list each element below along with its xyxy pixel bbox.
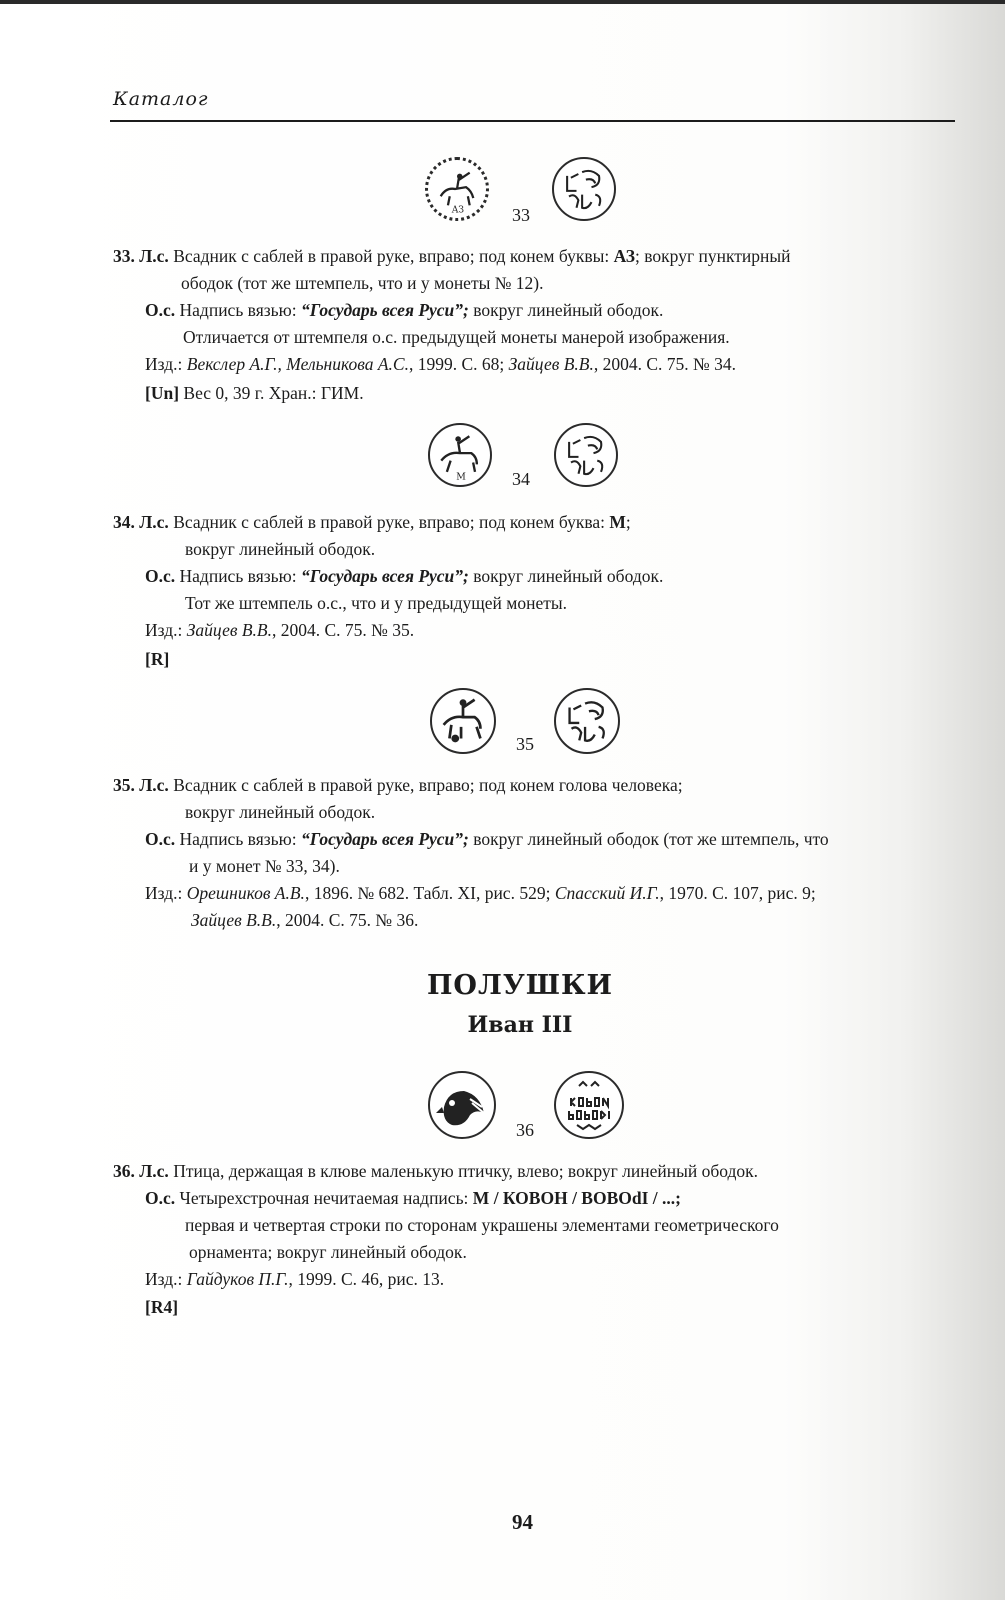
script-inscription-icon	[556, 425, 616, 485]
text-run: первая и четвертая строки по сторонам украшены элементами геометрического	[185, 1215, 779, 1235]
text-run: , 2004. С. 75. № 35.	[271, 620, 415, 640]
text-run: Изд.:	[145, 354, 187, 374]
coin-number: 36	[516, 1120, 534, 1140]
text-run: О.с.	[145, 300, 176, 320]
inscription-icon	[556, 1073, 622, 1137]
text-run: , 2004. С. 75. № 34.	[593, 354, 736, 374]
text-run: Четырехстрочная нечитаемая надпись:	[175, 1188, 473, 1208]
coin-number: 35	[516, 734, 534, 754]
text-run: Всадник с саблей в правой руке, вправо; под конем буквы:	[168, 246, 614, 266]
entry-line	[185, 590, 567, 617]
text-run: Векслер А.Г., Мельникова А.С.	[186, 354, 409, 374]
text-run: Всадник с саблей в правой руке, вправо; под конем буква:	[168, 512, 610, 532]
svg-text:АЗ: АЗ	[451, 205, 465, 216]
entry-line	[181, 270, 544, 297]
text-run: , 1970. С. 107, рис. 9;	[659, 883, 816, 903]
entry-line	[113, 243, 791, 270]
text-run: , 1999. С. 68;	[408, 354, 509, 374]
bird-icon	[430, 1073, 494, 1137]
coin-33-obverse	[425, 157, 489, 221]
rider-icon	[428, 160, 486, 218]
entry-line	[145, 380, 364, 407]
text-run: Изд.:	[145, 1269, 187, 1289]
text-run: Надпись вязью:	[175, 829, 301, 849]
entry-line	[145, 617, 414, 644]
text-run: М / КОВОН / ВОВОdI / ...;	[472, 1188, 681, 1208]
coin-35-reverse	[554, 688, 620, 754]
header-rule	[110, 120, 955, 122]
text-run: Зайцев В.В.	[186, 620, 272, 640]
text-run: М	[609, 512, 626, 532]
text-run: АЗ	[613, 246, 636, 266]
entry-line	[113, 772, 683, 799]
entry-line	[145, 1266, 444, 1293]
text-run: [R4]	[145, 1297, 179, 1317]
text-run: Надпись вязью:	[175, 300, 301, 320]
text-run: Изд.:	[145, 620, 187, 640]
text-run: вокруг линейный ободок.	[468, 566, 664, 586]
text-run: “Государь всея Руси”;	[300, 300, 469, 320]
text-run: “Государь всея Руси”;	[300, 566, 469, 586]
entry-line	[145, 1185, 681, 1212]
text-run: [R]	[145, 649, 170, 669]
coin-number: 34	[512, 469, 530, 489]
section-subtitle: Иван III	[467, 1012, 573, 1038]
text-run: 34. Л.с.	[113, 512, 169, 532]
entry-line	[113, 1158, 758, 1185]
text-run: Отличается от штемпеля о.с. предыдущей монеты манерой изображения.	[183, 327, 730, 347]
text-run: Надпись вязью:	[175, 566, 301, 586]
script-inscription-icon	[556, 690, 618, 752]
entry-line	[145, 826, 829, 853]
rider-icon	[432, 690, 494, 752]
section-title: ПОЛУШКИ	[426, 970, 614, 1001]
entry-line	[185, 1212, 779, 1239]
entry-line	[183, 324, 730, 351]
text-run: вокруг линейный ободок.	[185, 802, 376, 822]
entry-line	[185, 799, 375, 826]
entry-line	[191, 907, 418, 934]
text-run: Спасский И.Г.	[554, 883, 660, 903]
entry-line	[145, 880, 816, 907]
entry-line	[145, 297, 663, 324]
text-run: , 1999. С. 46, рис. 13.	[288, 1269, 445, 1289]
entry-line	[145, 351, 736, 378]
text-run: вокруг линейный ободок.	[185, 539, 376, 559]
coin-34-obverse	[428, 423, 492, 487]
text-run: 35. Л.с.	[113, 775, 169, 795]
text-run: Вес 0, 39 г. Хран.: ГИМ.	[179, 383, 364, 403]
coin-34-reverse	[554, 423, 618, 487]
text-run: ;	[625, 512, 631, 532]
coin-36-reverse	[554, 1071, 624, 1139]
page-top-edge	[0, 0, 1005, 4]
text-run: орнамента; вокруг линейный ободок.	[189, 1242, 467, 1262]
text-run: [Un]	[145, 383, 180, 403]
coin-number: 33	[512, 205, 530, 225]
text-run: Изд.:	[145, 883, 187, 903]
rider-icon	[430, 425, 490, 485]
text-run: О.с.	[145, 829, 176, 849]
entry-line	[189, 1239, 467, 1266]
entry-line	[145, 563, 663, 590]
text-run: О.с.	[145, 566, 176, 586]
entry-line	[189, 853, 340, 880]
text-run: О.с.	[145, 1188, 176, 1208]
text-run: Всадник с саблей в правой руке, вправо; под конем голова человека;	[168, 775, 683, 795]
text-run: , 2004. С. 75. № 36.	[276, 910, 419, 930]
text-run: , 1896. № 682. Табл. XI, рис. 529;	[304, 883, 555, 903]
text-run: Зайцев В.В.	[191, 910, 277, 930]
coin-pair-33	[425, 157, 685, 237]
text-run: и у монет № 33, 34).	[189, 856, 340, 876]
text-run: Тот же штемпель о.с., что и у предыдущей монеты.	[185, 593, 568, 613]
coin-35-obverse	[430, 688, 496, 754]
entry-line	[145, 646, 169, 673]
text-run: Гайдуков П.Г.	[186, 1269, 289, 1289]
running-title: Каталог	[113, 88, 209, 110]
coin-pair-35	[430, 688, 690, 768]
entry-line	[113, 509, 631, 536]
page-number: 94	[512, 1510, 533, 1534]
script-inscription-icon	[554, 159, 614, 219]
text-run: ; вокруг пунктирный	[635, 246, 791, 266]
text-run: “Государь всея Руси”;	[300, 829, 469, 849]
svg-text:М: М	[456, 471, 466, 483]
entry-line	[185, 536, 375, 563]
text-run: вокруг линейный ободок.	[468, 300, 664, 320]
text-run: ободок (тот же штемпель, что и у монеты № 12).	[181, 273, 544, 293]
coin-pair-36	[428, 1071, 688, 1151]
text-run: Орешников А.В.	[186, 883, 305, 903]
text-run: Зайцев В.В.	[508, 354, 594, 374]
text-run: 33. Л.с.	[113, 246, 169, 266]
coin-pair-34	[428, 423, 688, 503]
coin-36-obverse	[428, 1071, 496, 1139]
entry-line	[145, 1294, 178, 1321]
text-run: Птица, держащая в клюве маленькую птичку, влево; вокруг линейный ободок.	[168, 1161, 759, 1181]
text-run: 36. Л.с.	[113, 1161, 169, 1181]
text-run: вокруг линейный ободок (тот же штемпель, что	[468, 829, 829, 849]
coin-33-reverse	[552, 157, 616, 221]
